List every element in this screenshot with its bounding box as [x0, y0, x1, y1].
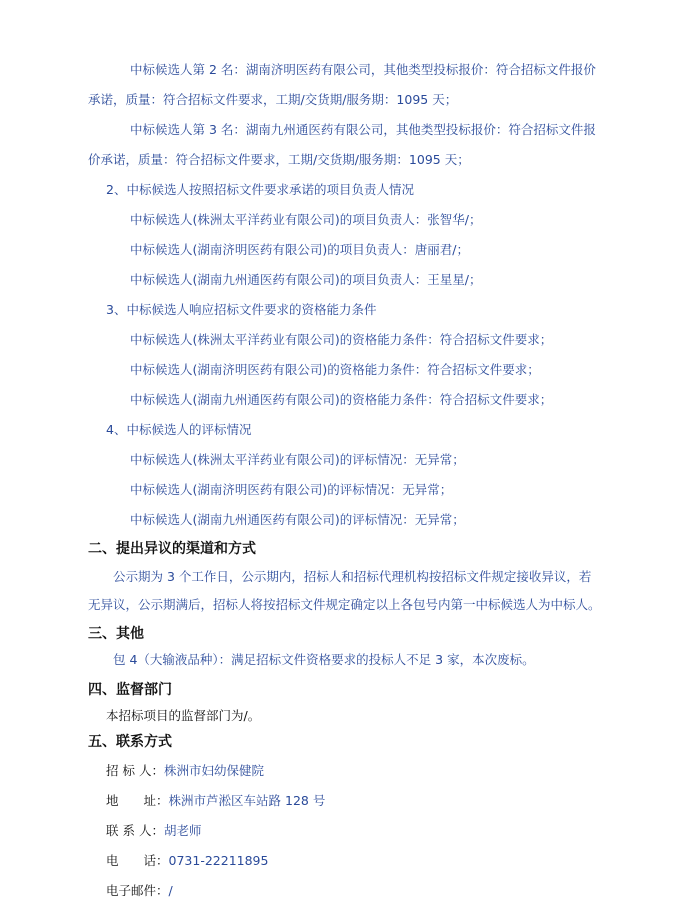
- contact-address-row: [106, 793, 325, 809]
- contact-email-label: 电子邮件：: [106, 883, 169, 898]
- contact-email-value: /: [168, 883, 173, 898]
- objection-line1: 公示期为 3 个工作日，公示期内，招标人和招标代理机构按招标文件规定接收异议，若: [113, 569, 592, 584]
- contact-heading: 五、联系方式: [88, 734, 172, 750]
- section2-item: 中标候选人(湖南济明医药有限公司)的项目负责人：唐丽君/；: [130, 242, 469, 257]
- section3-title: 3、中标候选人响应招标文件要求的资格能力条件: [106, 302, 377, 317]
- contact-address-label: 地 址：: [106, 793, 169, 808]
- supervision-line: 本招标项目的监督部门为/。: [106, 708, 261, 723]
- section4-item: 中标候选人(株洲太平洋药业有限公司)的评标情况：无异常；: [130, 452, 465, 467]
- contact-phone-label: 电 话：: [106, 853, 169, 868]
- candidate-rank2-line1: 中标候选人第 2 名：湖南济明医药有限公司，其他类型投标报价：符合招标文件报价: [130, 62, 596, 77]
- candidate-rank3-line1: 中标候选人第 3 名：湖南九州通医药有限公司，其他类型投标报价：符合招标文件报: [130, 122, 596, 137]
- contact-person-label: 联 系 人：: [106, 823, 164, 838]
- section4-item: 中标候选人(湖南济明医药有限公司)的评标情况：无异常；: [130, 482, 453, 497]
- section2-title: 2、中标候选人按照招标文件要求承诺的项目负责人情况: [106, 182, 414, 197]
- candidate-rank3-line2: 价承诺，质量：符合招标文件要求，工期/交货期/服务期：1095 天；: [88, 152, 470, 167]
- objection-heading: 二、提出异议的渠道和方式: [88, 541, 256, 557]
- contact-tenderer-label: 招 标 人：: [106, 763, 164, 778]
- section3-item: 中标候选人(湖南济明医药有限公司)的资格能力条件：符合招标文件要求；: [130, 362, 540, 377]
- section3-item: 中标候选人(株洲太平洋药业有限公司)的资格能力条件：符合招标文件要求；: [130, 332, 553, 347]
- contact-tenderer-value: 株洲市妇幼保健院: [163, 763, 264, 778]
- section3-item: 中标候选人(湖南九州通医药有限公司)的资格能力条件：符合招标文件要求；: [130, 392, 553, 407]
- other-line: 包 4（大输液品种）：满足招标文件资格要求的投标人不足 3 家，本次废标。: [113, 652, 535, 667]
- section2-item: 中标候选人(湖南九州通医药有限公司)的项目负责人：王星星/；: [130, 272, 482, 287]
- supervision-heading: 四、监督部门: [88, 682, 172, 698]
- section4-title: 4、中标候选人的评标情况: [106, 422, 252, 437]
- contact-address-value: 株洲市芦淞区车站路 128 号: [168, 793, 326, 808]
- candidate-rank2-line2: 承诺，质量：符合招标文件要求，工期/交货期/服务期：1095 天；: [88, 92, 458, 107]
- contact-person-row: [106, 823, 201, 839]
- section4-item: 中标候选人(湖南九州通医药有限公司)的评标情况：无异常；: [130, 512, 465, 527]
- contact-email-row: [106, 883, 173, 899]
- objection-line2: 无异议，公示期满后，招标人将按招标文件规定确定以上各包号内第一中标候选人为中标人。: [88, 597, 601, 612]
- contact-person-value: 胡老师: [163, 823, 202, 838]
- contact-phone-value: 0731-22211895: [168, 853, 269, 868]
- contact-tenderer-row: [106, 763, 264, 779]
- other-heading: 三、其他: [88, 626, 144, 642]
- contact-phone-row: [106, 853, 268, 869]
- section2-item: 中标候选人(株洲太平洋药业有限公司)的项目负责人：张智华/；: [130, 212, 482, 227]
